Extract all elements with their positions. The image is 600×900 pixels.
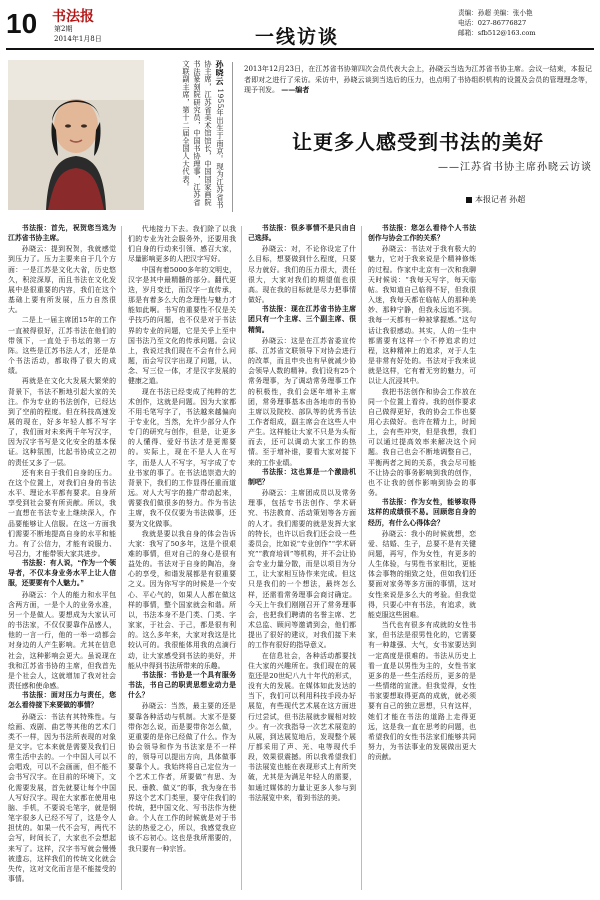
article-subheadline: ——江苏省书协主席孙晓云访谈 [438, 162, 592, 173]
bio-divider [232, 62, 233, 212]
section-title: 一线访谈 [255, 26, 340, 48]
article-column-1 [8, 224, 116, 892]
header-rule [6, 48, 594, 50]
intro-author-tag: ——编者 [281, 85, 310, 95]
interview-question: 书法报：首先，祝贺您当选为江苏省书协主席。 [8, 225, 116, 243]
interview-question: 书法报：书协是一个具有服务书法，书自己的职责思想业动力是什么？ [128, 671, 236, 700]
column-divider [361, 226, 362, 890]
interview-paragraph: 再就是在文化大发展大繁荣的背景下，书法不断地引起大家的关注。作为专业的书法创作，已经达到了空前的程度。但在科技高速发展的现在，好多年轻人都不写字了，我们面对未来两千年写汉字，因为汉字书写是文化安全的基本保证。这种氛围，比起书协成立之初的责任又多了一层。 [8, 377, 116, 467]
column-divider [121, 226, 122, 890]
portrait-photo [8, 60, 144, 210]
interview-paragraph: 孙晓云：书法有其特殊性。与绘画、戏剧、曲艺等其他的艺术门类不一样，因为书法所表现的对象是文字。它本来就是需要及我们日常生活中去的。一个中国人可以不会唱戏，可以不会画画，但不能不会书写汉字。在目前的环境下，文化需要发展，首先就要让每个中国人写好汉字。现在大家都在使用电脑、手机，不要说毛笔字，就是钢笔字很多人已经不写了，这是令人担忧的。如果一代不会写，两代不会写，时间长了，大家也不会想起来写了。这样，汉字书写就会慢慢被遗忘，这样我们的传统文化就会失传，这对文化而言是不能接受的事情。 [8, 712, 116, 883]
bio-text: 1955年出生于南京。现为江苏省书协主席，江苏省美术馆馆长，中国国家画院书法篆刻院研究员，中国书协理事，江苏省文联副主席，第十二届全国人大代表。 [182, 60, 225, 209]
article-column-2 [128, 224, 236, 892]
editor-info [458, 8, 536, 38]
interview-question: 书法报：现在江苏省书协主席团只有一个主席、三个副主席、很精简。 [248, 306, 356, 334]
interview-paragraph: 我就是要以我自身的体会告诉大家：我写了50多年，这是个很艰难的事情，但对自己的身心是很有益处的。书法对于自身的陶冶，身心的享受，和谐发展都是有很重要之义。因为你写字的时候是一个安心、平心气的，如果人人都在做这样的事情，整个国家就会和谐。所以，书法本身不是门类、门类、字家家，于社会、于己，都是很有利的。这么多年来，大家对我这是比较认可的。我很能体用我的点滴行动，让大家感受到书法的美好，并能从中得到书法所带来的乐趣。 [128, 529, 236, 670]
column-divider [241, 226, 242, 890]
newspaper-name: 书法报 [52, 9, 94, 25]
article-intro [244, 64, 592, 96]
article-headline: 让更多人感受到书法的美好 [292, 132, 544, 154]
interview-paragraph: 我把书法创作和协会工作放在同一个位置上看待。我的创作要求自己做得更好，我的协会工作也要用心去做好。也许在精力上，时间上，会有些冲突，但是我想，我们可以通过提高效率来解决这个问题。我自己也会不断地调整自己，平衡两者之间的关系，我会尽可能不让协会的事务影响到我的创作，也不让我的创作影响到协会的事务。 [368, 387, 476, 498]
interview-paragraph: 中国有着5000多年的文明史，汉字是其中最精髓的部分。翻代更迭，岁月变迁，而汉字一直传承，那是有着多么大的念理性与魅力才能如此啊。书写的重要性不仅是关乎技巧的问题，也不仅是对于书法界的专业的问题，它是关乎上至中国书法乃至文化的传承问题。会议上，我说过我们现在不会有什么问题，而会写汉字出现了问题，认、念、写三位一体，才是汉字发展的健康之道。 [128, 265, 236, 386]
editor-phone: 电话：027-86776827 [458, 19, 527, 27]
article-byline [466, 194, 525, 205]
interview-paragraph: 孙晓云：个人的能力和水平包含两方面，一是个人的业务水准，另一个是做人。要想成为大家认可的书法家，不仅仅要靠作品感人，他的一言一行，他的一举一动都会对身边的人产生影响。尤其在信息社会，这种影响会更大。虽说现在我和江苏省书协的主席，但我首先是个社会人，这就增加了我对社会责任感和使命感。 [8, 590, 116, 691]
issue-date: 2014年1月8日 [54, 35, 102, 43]
intro-text: 2013年12月23日，在江苏省书协第四次会员代表大会上，孙晓云当选为江苏省书协主席。会议一结束，本报记者即对之进行了采访。采访中，孙晓云谈到当选后的压力，也点明了书协组织机构的设置及会员的管理理念等，现予刊发。 [244, 65, 592, 95]
byline-text: 本报记者 孙超 [475, 195, 526, 204]
edition-number: 第2期 [54, 25, 73, 33]
interview-paragraph: 代地接力下去。我们除了以我们的专业为社会服务外，还要用我们自身的行动来引领、感召大家，尽量影响更多的人把汉字写好。 [128, 225, 236, 264]
interview-paragraph: 在信息社会，各种活动都要找住大家的兴趣所在。我们现在的展览还是20世纪八九十年代的形式，没有大的发展。在媒体如此发达的当下，我们可以利用科技手段办好展览，有些现代艺术展在这方面进行过尝试，但书法展就步履相对较少。有一次我指导一次艺术展览的从展，到达展览地后，发现整个展厅都采用了声、光、电等现代手段，效果很震撼。所以我希望我们书法展览也能在表现形式上有所突破，尤其是为满足年轻人的需要，如通过媒体的力量让更多人参与到书法展览中来，看到书法的美。 [248, 651, 356, 802]
interview-paragraph: 二是上一届主席团15年的工作一直被得很好，江苏书法在他们的带领下，一直处于书坛的第一方阵。这些是江苏书法人才，还是单个书法活动，都取得了很大的成绩。 [8, 316, 116, 376]
article-column-3 [248, 224, 356, 892]
interview-question: 书法报：很多事情不是只由自己选择。 [248, 225, 356, 243]
editor-email: 邮箱：sfb512@163.com [458, 29, 536, 37]
author-bio [158, 60, 226, 212]
portrait-illustration [8, 60, 144, 210]
interview-paragraph: 还有来自于我们自身的压力。在这个位置上，对我们自身的书法水平、理论水平都有要求。自身所享受到社会要有所贡献。所以，我一直想在书法专业上继续深入，作品要能够让人信服。在这一方面我们需要不断地提高自身的水平和能力。有了公信力，才能有说服力、号召力，才能带领大家共进步。 [8, 468, 116, 558]
interview-question: 书法报：有人说，“作为一个领导者，不仅本身业务水平上让人信服，还要要有个人魅力。” [8, 560, 116, 588]
interview-question: 书法报：面对压力与责任，您怎么看待接下来要做的事情？ [8, 692, 116, 710]
interview-paragraph: 孙晓云：当然，最主要的还是要靠各种活动与机制。大家不是要带你怎么说，而是要带你怎么做，更重要的是你已经做了什么。作为协会领导和作为书法家是不一样的，领导可以提出方向，具体做事要靠个人。我始终将自己定位为一个艺术工作者，所要做“有思、为民、垂教、做义”的事，我为身在书界这个艺术门类里，要守住我们的传统，把中国文化、写书法作为使命。个人在工作的时候就是对于书法的热爱之心，所以，我感觉我应该不忘初心。这也是我所需要的，我只要有一种宗旨。 [128, 702, 236, 853]
interview-paragraph: 孙晓云：我小的时候就想，恋爱、结婚、生子，总要不是有关键问题，再写，作为女性，有更多的人生体验，与男性书家相比，更能体会事物的细致之处，但如我们还要面对家务等多方面的事情，这对女性来说是多么大的考验。但我觉得，只要心中有书法，有追求，就能克服这些困难。 [368, 529, 476, 619]
bio-name: 孙晓云 [215, 60, 225, 86]
interview-question: 书法报：您怎么看待个人书法创作与协会工作的关系？ [368, 225, 476, 243]
interview-paragraph: 孙晓云：书法对于我有极大的魅力，它对于我来说是个精神修炼的过程。作家中北京有一次和我聊天时候说：“我每天写字，每天临帖。我知道自己临得不好，但我很入迷，我每天都在临帖人的那种美妙、那种宁静，但我永远追不到。我每一天都有一种被掌握感。”这句话让我很感动。其实，人的一生中都需要有这样一个不停追求的过程，这种精神上的追求，对于人生是非常有好处的。书法对于我来说就是这样，它有着无穷的魅力，可以让人沉浸其中。 [368, 245, 476, 386]
page-number: 10 [6, 8, 38, 39]
interview-paragraph: 孙晓云：这是在江苏省委宣传部、江苏省文联领导下对协会进行的改革，而且申央也有早就减少协会领导人数的精神。我们设有25个常务理事，为了调动常务理事工作的积极性，我们会逐年增补主席团，常务理事基本由各地市的书协主席以及院校、部队等的优秀书法工作者组成，副主席会在这些人中产生。这样能让大家不只是为头衔而去，还可以调动大家工作的热情。至于增补谁，要看大家对接下来的工作业绩。 [248, 336, 356, 467]
interview-paragraph: 当代也有很多有成就的女性书家，但书法是很男性化的，它需要有一种雄强、大气，女书家要达到一定高度是很难的。书法从历史上看一直是以男性为主的，女性书家更多的是一些生活经历，更多的是一些情绪的宣泄。但我觉得，女性书家要想取得更高的成就，就必须要有自己的独立思想，只有这样，她们才能在书法的道路上走得更远，这是我一直在思考的问题，也希望我们的女性书法家们能够共同努力，为书法事业的发展做出更大的贡献。 [368, 621, 476, 762]
article-column-4 [368, 224, 476, 892]
interview-paragraph: 孙晓云：提到祝贺，我就感觉到压力了。压力主要来自于几个方面：一是江苏是文化大省，历史悠久，积淀深厚，而且书法在文化发展中是很重要的内容，我们在这个基础上要有所发展，压力自然很大。 [8, 245, 116, 315]
byline-square-icon [466, 197, 472, 203]
editor-credit: 责编：孙超 美编：张小艳 [458, 9, 533, 17]
interview-paragraph: 现在书法已经变成了纯粹的艺术创作，这就是问题。因为大家都不用毛笔写字了，书法越来越偏向于专业化，当然，允许少部分人作专门的研究与创作，但是，让更多的人懂得、爱好书法才是更需要的。实际上，现在不是人人在写字，而是人人不写字，写字成了专业书家的事了。在书法追崇造大的背景下，我们的工作显得任重而道远。对人大写字的推广带动起来，需要我们做很多的努力。作为书法主席，我不仅仅要为书法做事，还要为文化做事。 [128, 387, 236, 528]
interview-question: 书法报：作为女性，能够取得这样的成绩很不易。回顾您自身的经历，有什么心得体会？ [368, 499, 476, 527]
interview-paragraph: 孙晓云：对，不论你设定了什么目标，想要做到什么程度，只要尽力就好。我们的压力很大，责任很大，大家对我们的期望值也很高。现在我的目标就是尽力把事情做好。 [248, 245, 356, 305]
interview-question: 书法报：这也算是一个激励机制吧？ [248, 468, 356, 486]
interview-paragraph: 孙晓云：主席团成员以及常务理事，包括专书法创作、学术研究、书法教育、活动策划等各方面的人才。我们需要的就是发挥大家的特长，也许以后我们还会设一些委员会，比如说“专业创作”“学术研究”“教育培训”等机构，并不会让协会专业力量分散，而是以项目为分工，让大家相互协作来完成。但这只是我们的一个想法，最终怎么样，还需看常务理事会商讨确定。今天上午我们刚刚召开了常务理事会，也把我们聘请的名誉主席、艺术总监、顾问等邀请到会，他们都提出了很好的建议，对我们接下来的工作有很好的指导意义。 [248, 489, 356, 650]
